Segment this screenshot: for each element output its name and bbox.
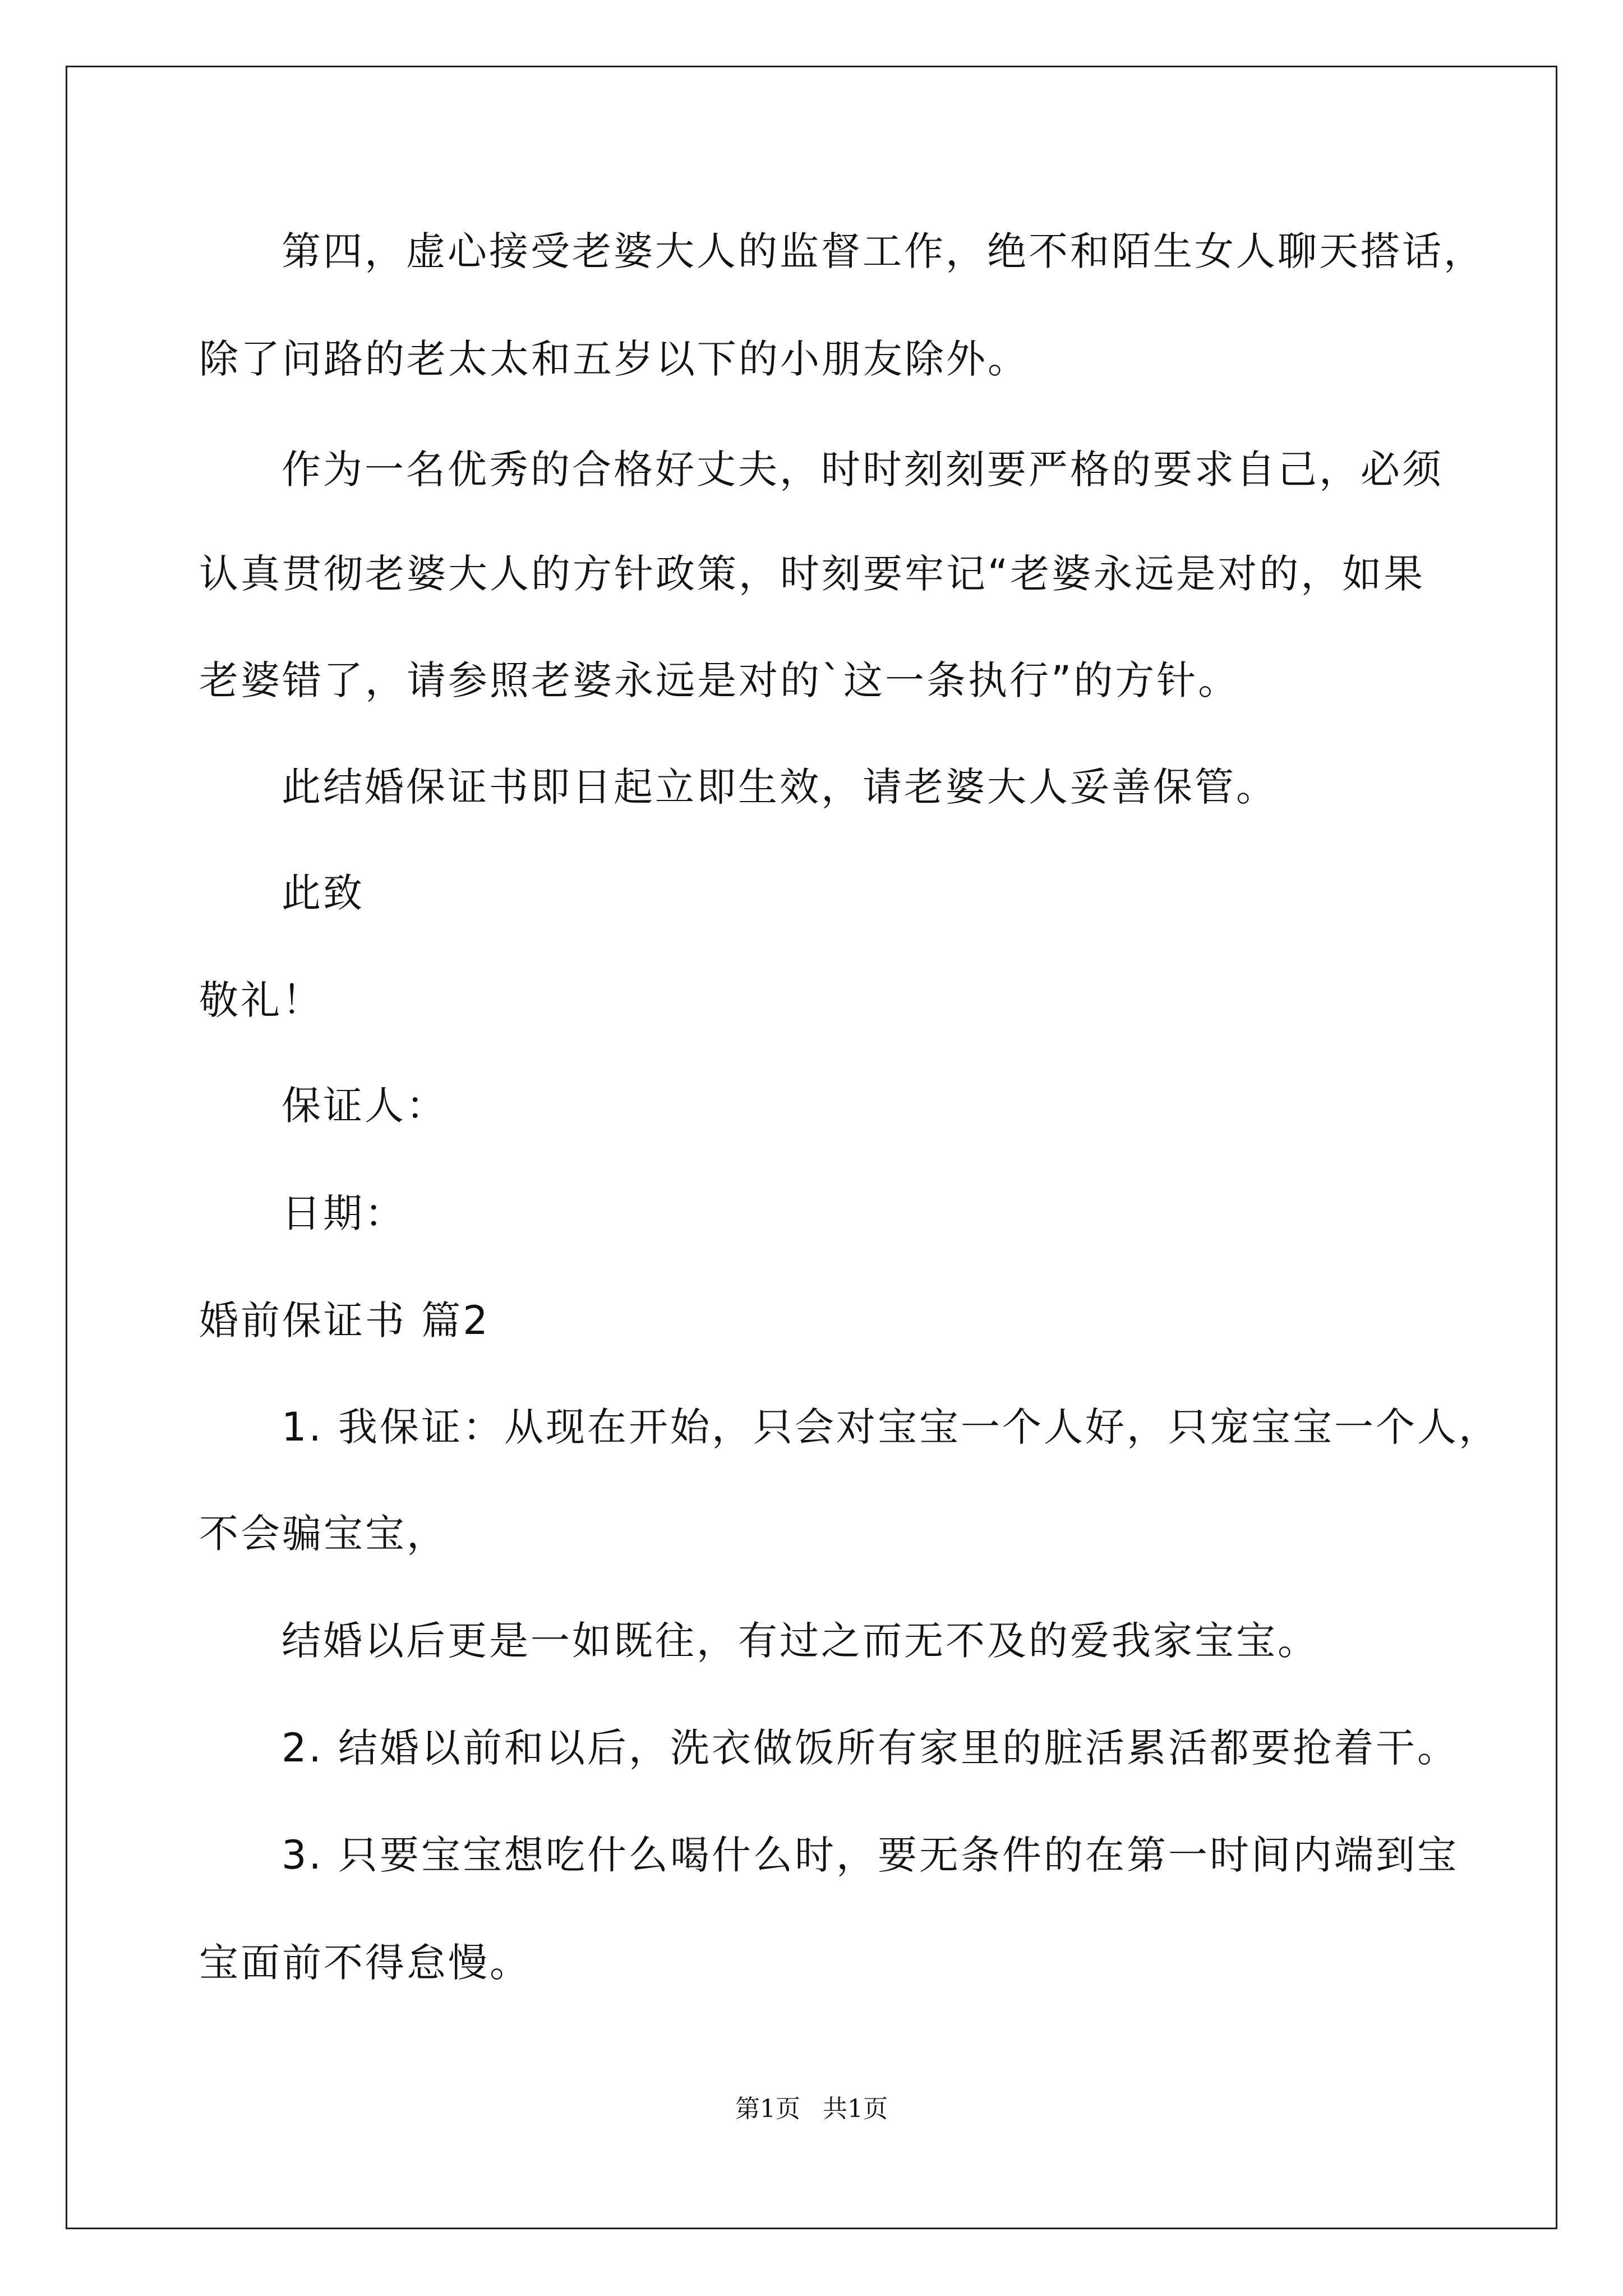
paragraph-line: 老婆错了，请参照老婆永远是对的`这一条执行”的方针。	[199, 657, 1240, 703]
page-footer	[0, 2092, 1623, 2126]
list-item-line: 宝面前不得怠慢。	[199, 1940, 531, 1986]
paragraph-line: 作为一名优秀的合格好丈夫，时时刻刻要严格的要求自己，必须	[282, 447, 1444, 493]
guarantor-label: 保证人：	[282, 1083, 448, 1129]
list-item-line: 3. 只要宝宝想吃什么喝什么时，要无条件的在第一时间内端到宝	[282, 1832, 1459, 1878]
paragraph-line: 认真贯彻老婆大人的方针政策，时刻要牢记“老婆永远是对的，如果	[199, 551, 1426, 597]
page-number: 第1页	[735, 2095, 800, 2123]
paragraph-line: 此结婚保证书即日起立即生效，请老婆大人妥善保管。	[282, 764, 1278, 810]
paragraph-line: 结婚以后更是一如既往，有过之而无不及的爱我家宝宝。	[282, 1618, 1319, 1664]
list-item-line: 2. 结婚以前和以后，洗衣做饭所有家里的脏活累活都要抢着干。	[282, 1725, 1459, 1771]
date-label: 日期：	[282, 1190, 406, 1236]
section-heading: 婚前保证书 篇2	[199, 1297, 490, 1343]
paragraph-line: 第四，虚心接受老婆大人的监督工作，绝不和陌生女人聊天搭话，	[282, 228, 1485, 274]
list-item-line: 1. 我保证：从现在开始，只会对宝宝一个人好，只宠宝宝一个人，	[282, 1404, 1501, 1450]
list-item-line: 不会骗宝宝，	[199, 1511, 448, 1557]
page-border	[66, 66, 1557, 2229]
closing-salutation: 此致	[282, 870, 365, 916]
paragraph-line: 除了问路的老太太和五岁以下的小朋友除外。	[199, 336, 1029, 382]
page-total: 共1页	[823, 2095, 888, 2123]
closing-salutation: 敬礼！	[199, 977, 324, 1023]
